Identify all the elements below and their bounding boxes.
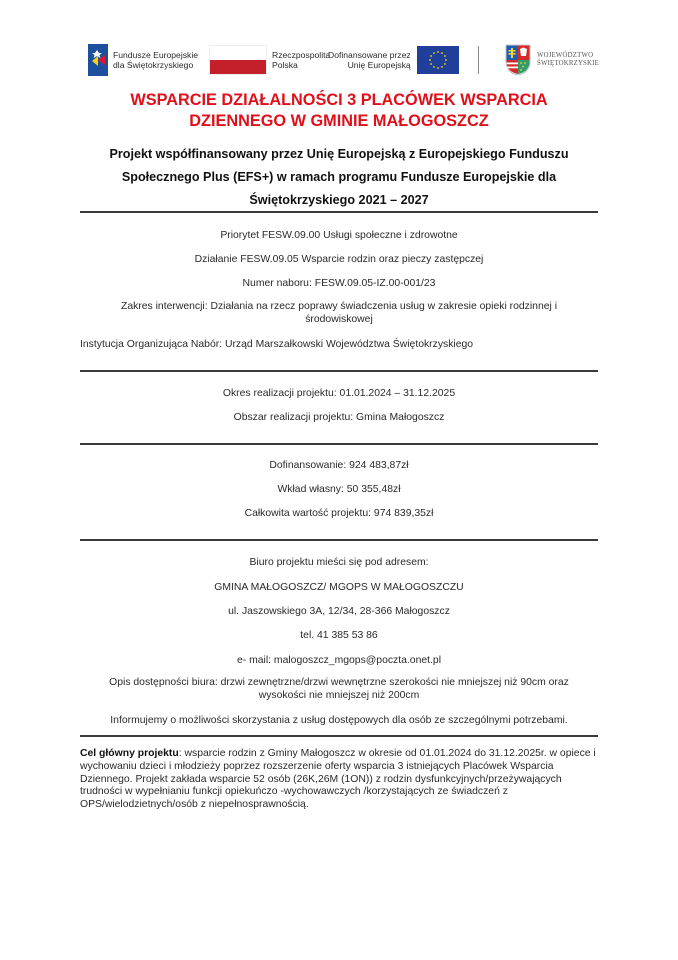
divider-1	[80, 211, 598, 213]
logo-separator	[478, 46, 479, 74]
title-line-1: WSPARCIE DZIAŁALNOŚCI 3 PLACÓWEK WSPARCIA	[130, 91, 548, 109]
realization-area-text: Obszar realizacji projektu: Gmina Małogoszcz	[233, 412, 445, 423]
accessibility-line-2: wysokości nie mniejszej niż 200cm	[258, 689, 420, 701]
co-financing-text: Dofinansowanie: 924 483,87zł	[269, 460, 409, 471]
page-title	[60, 90, 618, 132]
own-contribution-text: Wkład własny: 50 355,48zł	[277, 484, 401, 495]
funds-europe-logo-icon	[88, 44, 108, 76]
eu-logo-line2: Unię Europejską	[347, 60, 411, 70]
call-number-text: Numer naboru: FESW.09.05-IZ.00-001/23	[242, 278, 436, 289]
intervention-scope-text	[78, 301, 600, 326]
office-email-text[interactable]: e- mail: malogoszcz_mgops@poczta.onet.pl	[236, 655, 442, 666]
woj-logo-line1: WOJEWÓDZTWO	[537, 51, 594, 59]
pl-logo-line2: Polska	[272, 60, 298, 70]
subtitle-line-1: Projekt współfinansowany przez Unię Europejską z Europejskiego Funduszu	[109, 147, 569, 161]
divider-5	[80, 735, 598, 737]
goal-label: Cel główny projektu	[80, 748, 179, 759]
priority-text: Priorytet FESW.09.00 Usługi społeczne i zdrowotne	[220, 230, 458, 241]
logo-fundusze-europejskie	[88, 42, 198, 78]
polish-flag-icon	[210, 46, 266, 74]
office-address-text: ul. Jaszowskiego 3A, 12/34, 28-366 Małogoszcz	[228, 606, 450, 617]
intervention-scope-line-1: Zakres interwencji: Działania na rzecz poprawy świadczenia usług w zakresie opieki rodzinnej i	[120, 301, 558, 312]
project-funding-statement	[78, 143, 600, 212]
intervention-scope-line-2: środowiskowej	[305, 313, 373, 325]
total-value-text: Całkowita wartość projektu: 974 839,35zł	[244, 508, 434, 519]
office-name-text: GMINA MAŁOGOSZCZ/ MGOPS W MAŁOGOSZCZU	[214, 582, 464, 593]
divider-4	[80, 539, 598, 541]
fe-logo-line2: dla Świętokrzyskiego	[113, 60, 194, 70]
logo-unia-europejska	[328, 42, 459, 78]
office-phone-text: tel. 41 385 53 86	[300, 630, 378, 641]
project-goal-paragraph	[80, 748, 600, 812]
subtitle-line-2: Społecznego Plus (EFS+) w ramach programu Fundusze Europejskie dla	[121, 170, 557, 184]
office-accessibility-text	[78, 677, 600, 702]
accessibility-services-info: Informujemy o możliwości skorzystania z usług dostępowych dla osób ze szczególnymi potrzebami.	[110, 715, 568, 726]
logo-wojewodztwo-swietokrzyskie	[505, 42, 599, 78]
office-intro-text: Biuro projektu mieści się pod adresem:	[249, 557, 429, 568]
subtitle-line-3: Świętokrzyskiego 2021 – 2027	[249, 193, 429, 207]
accessibility-line-1: Opis dostępności biura: drzwi zewnętrzne/drzwi wewnętrzne szerokości nie mniejszej niż 90cm oraz	[109, 677, 569, 688]
action-text: Działanie FESW.09.05 Wsparcie rodzin oraz pieczy zastępczej	[194, 254, 484, 265]
logo-bar	[88, 42, 598, 78]
fe-logo-line1: Fundusze Europejskie	[113, 49, 199, 60]
logo-rzeczpospolita-polska	[210, 42, 330, 78]
woj-logo-line2: ŚWIĘTOKRZYSKIE	[537, 60, 599, 67]
coat-of-arms-icon	[505, 44, 531, 76]
goal-text: : wsparcie rodzin z Gminy Małogoszcz w okresie od 01.01.2024 do 31.12.2025r. w opiece i wychowaniu dzieci i młodzieży poprzez rozszerzenie oferty wsparcia 3 istniejących Placówek Wsparcia Dziennego. Projekt zakłada wsparcie 52 osób (26K,26M (1ON)) z rodzin dysfunkcyjnych/przeżywających trudności w wypełnianiu funkcji opiekuńczo -wychowawczych /korzystających ze świadczeń z OPS/wielodzietnych/osób z niepełnosprawnością.	[80, 748, 596, 811]
eu-logo-line1: Dofinansowane przez	[328, 49, 411, 60]
pl-logo-line1: Rzeczpospolita	[272, 49, 331, 60]
organizing-institution-text: Instytucja Organizująca Nabór: Urząd Marszałkowski Województwa Świętokrzyskiego	[80, 339, 474, 350]
eu-flag-icon	[417, 46, 459, 74]
title-line-2: DZIENNEGO W GMINIE MAŁOGOSZCZ	[189, 112, 489, 130]
divider-3	[80, 443, 598, 445]
realization-period-text: Okres realizacji projektu: 01.01.2024 – 31.12.2025	[222, 388, 456, 399]
divider-2	[80, 370, 598, 372]
